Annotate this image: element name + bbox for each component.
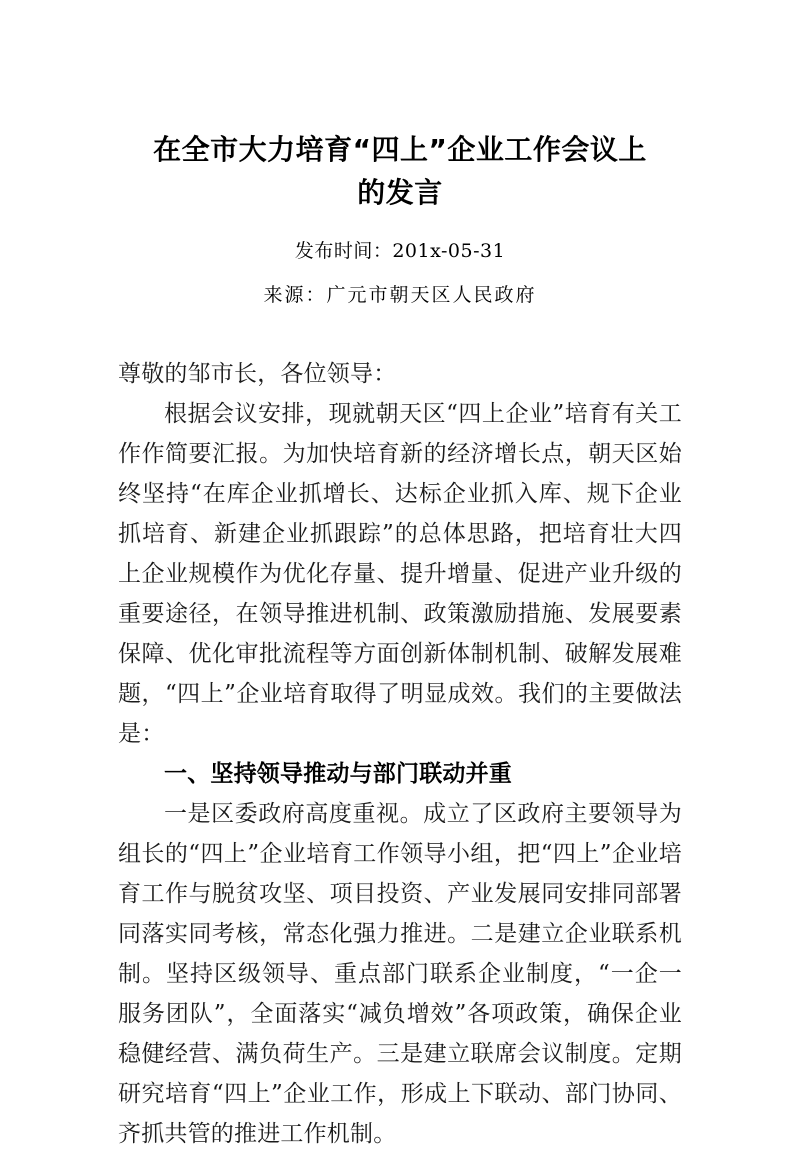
page-title-line-2: 的发言 xyxy=(357,176,443,209)
document-body xyxy=(118,310,682,1154)
section-heading-1: 一、坚持领导推动与部门联动并重 xyxy=(164,761,512,787)
page-title xyxy=(118,0,682,214)
salutation: 尊敬的邹市长，各位领导： xyxy=(118,361,397,387)
body-paragraph-1: 根据会议安排，现就朝天区“四上企业”培育有关工作作简要汇报。为加快培育新的经济增长点，朝天区始终坚持“在库企业抓增长、达标企业抓入库、规下企业抓培育、新建企业抓跟踪”的总体思路，把培育壮大四上企业规模作为优化存量、提升增量、促进产业升级的重要途径，在领导推进机制、政策激励措施、发展要素保障、优化审批流程等方面创新体制机制、破解发展难题，“四上”企业培育取得了明显成效。我们的主要做法是： xyxy=(118,401,682,747)
page-title-line-1: 在全市大力培育“四上”企业工作会议上 xyxy=(153,133,647,166)
document-content xyxy=(118,0,682,1154)
document-source: 来源：广元市朝天区人民政府 xyxy=(263,284,537,306)
publish-date: 发布时间：201x-05-31 xyxy=(294,240,506,262)
section-1-paragraph-1: 一是区委政府高度重视。成立了区政府主要领导为组长的“四上”企业培育工作领导小组，把“四上”企业培育工作与脱贫攻坚、项目投资、产业发展同安排同部署同落实同考核，常态化强力推进。二是建立企业联系机制。坚持区级领导、重点部门联系企业制度，“一企一服务团队”，全面落实“减负增效”各项政策，确保企业稳健经营、满负荷生产。三是建立联席会议制度。定期研究培育“四上”企业工作，形成上下联动、部门协同、齐抓共管的推进工作机制。 xyxy=(118,801,682,1147)
